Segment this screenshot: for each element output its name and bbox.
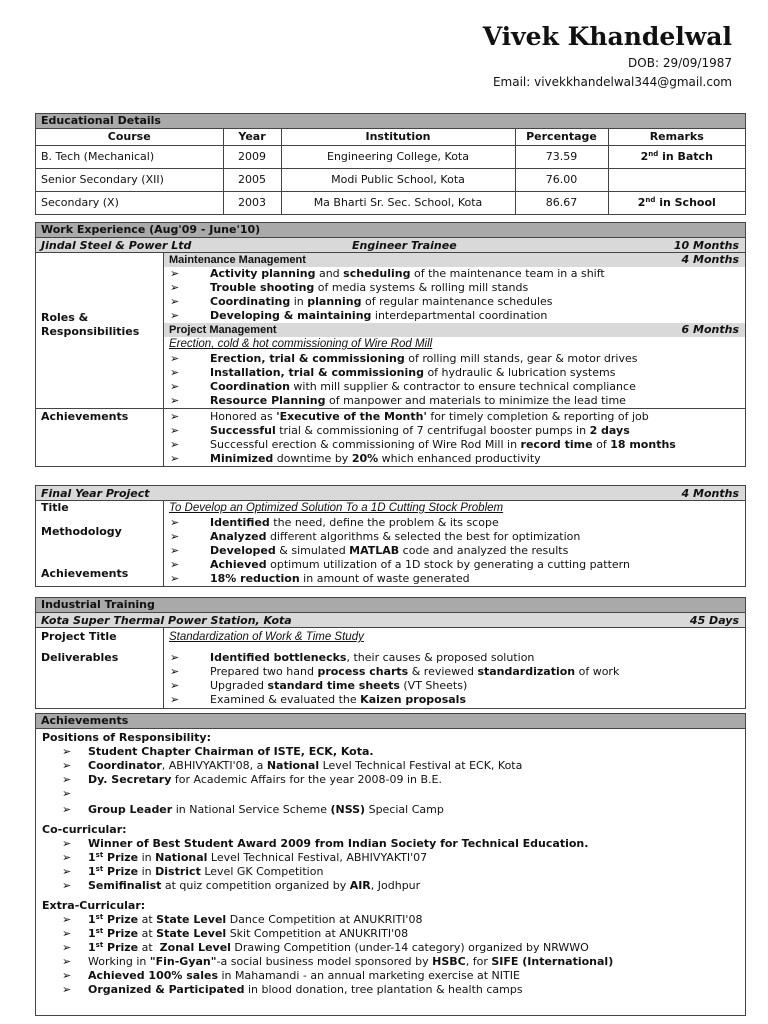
institution-cell: Ma Bharti Sr. Sec. School, Kota [281,191,515,214]
arrow-icon: ➢ [170,281,180,294]
roles-label [36,253,164,408]
course-cell: Secondary (X) [36,191,223,214]
subsection-title: Project Management [169,324,277,336]
arrow-icon: ➢ [170,693,180,706]
project-title-label: Project Title [41,630,117,643]
arrow-icon: ➢ [170,558,180,571]
job-duration: 10 Months [673,239,739,252]
list-item: ➢ 1st Prize at State Level Skit Competition at ANUKRITI'08 [42,927,745,941]
project-bar [164,323,745,337]
section-title: Educational Details [36,114,745,129]
arrow-icon: ➢ [170,665,180,678]
arrow-icon: ➢ [170,544,180,557]
project-content [164,501,745,586]
remarks-cell [608,145,745,168]
arrow-icon: ➢ [170,516,180,529]
list-item: ➢ Group Leader in National Service Scheme (NSS) Special Camp [42,803,745,817]
list-item: ➢ Developed & simulated MATLAB code and analyzed the results [164,544,745,558]
roles-label-line: Roles & [41,311,89,324]
subsection-duration: 6 Months [681,323,739,336]
resume-header [483,20,732,92]
job-role: Engineer Trainee [352,239,457,252]
list-item: ➢ Upgraded standard time sheets (VT Sheets) [164,679,745,693]
list-item: ➢ Semifinalist at quiz competition organized by AIR, Jodhpur [42,879,745,893]
list-item: ➢ Successful erection & commissioning of Wire Rod Mill in record time of 18 months [164,438,745,452]
roles-content [164,253,745,408]
industrial-training-section [35,597,746,709]
percentage-cell: 86.67 [515,191,608,214]
category-title: Co-curricular: [42,823,127,836]
section-title: Achievements [36,714,745,729]
column-header: Year [223,129,281,145]
year-cell: 2003 [223,191,281,214]
list-item: ➢ Achieved 100% sales in Mahamandi - an annual marketing exercise at NITIE [42,969,745,983]
candidate-name: Vivek Khandelwal [482,22,732,51]
list-item: ➢ Identified bottlenecks, their causes & proposed solution [164,651,745,665]
training-project-title: Standardization of Work & Time Study [169,631,364,643]
project-header-row [36,486,745,501]
list-item: ➢ 1st Prize in District Level GK Competition [42,865,745,879]
achievements-label: Achievements [41,567,129,580]
project-title: To Develop an Optimized Solution To a 1D Cutting Stock Problem [169,502,504,514]
list-item: ➢ Student Chapter Chairman of ISTE, ECK, Kota. [42,745,745,759]
percentage-cell: 76.00 [515,168,608,191]
list-item [42,787,745,801]
arrow-icon: ➢ [62,759,72,772]
remark-number: 2 [640,150,649,163]
project-duration: 4 Months [681,487,739,500]
list-item: ➢ Honored as 'Executive of the Month' for timely completion & reporting of job [164,410,745,424]
list-item: ➢ Installation, trial & commissioning of hydraulic & lubrication systems [164,366,745,380]
arrow-icon: ➢ [170,366,180,379]
arrow-icon: ➢ [170,530,180,543]
training-place-row [36,613,745,628]
arrow-icon: ➢ [170,352,180,365]
list-item: ➢ Analyzed different algorithms & selected the best for optimization [164,530,745,544]
list-item: ➢ Activity planning and scheduling of the maintenance team in a shift [164,267,745,281]
table-row [36,168,745,191]
category-title: Positions of Responsibility: [42,731,211,744]
email-address: Email: vivekkhandelwal344@gmail.com [492,75,732,89]
table-header-row [36,129,745,145]
training-place: Kota Super Thermal Power Station, Kota [41,614,292,627]
arrow-icon: ➢ [170,410,180,423]
list-item: ➢ Coordinator, ABHIVYAKTI'08, a National Level Technical Festival at ECK, Kota [42,759,745,773]
arrow-icon: ➢ [170,295,180,308]
arrow-icon: ➢ [170,651,180,664]
arrow-icon: ➢ [62,969,72,982]
list-item: ➢ Erection, trial & commissioning of rolling mill stands, gear & motor drives [164,352,745,366]
arrow-icon: ➢ [62,745,72,758]
education-table [36,129,745,214]
section-title: Work Experience (Aug'09 - June'10) [36,223,745,238]
remark-text: in School [655,196,716,210]
title-label: Title [41,501,69,514]
remark-text: in Batch [658,150,713,163]
arrow-icon: ➢ [170,452,180,465]
work-achievements-row [36,409,745,466]
training-body [36,628,745,708]
list-item: ➢ Minimized downtime by 20% which enhanced productivity [164,452,745,466]
institution-cell: Engineering College, Kota [281,145,515,168]
table-row [36,191,745,214]
percentage-cell: 73.59 [515,145,608,168]
column-header: Remarks [608,129,745,145]
list-item: ➢ 1st Prize at Zonal Level Drawing Competition (under-14 category) organized by NRWWO [42,941,745,955]
arrow-icon: ➢ [62,983,72,996]
list-item: ➢ Prepared two hand process charts & reviewed standardization of work [164,665,745,679]
list-item: ➢ Organized & Participated in blood donation, tree plantation & health camps [42,983,745,997]
list-item: ➢ Successful trial & commissioning of 7 centrifugal booster pumps in 2 days [164,424,745,438]
achievements-section [35,713,746,1016]
institution-cell: Modi Public School, Kota [281,168,515,191]
arrow-icon: ➢ [62,851,72,864]
section-title: Final Year Project [41,487,150,500]
list-item: ➢ Winner of Best Student Award 2009 from Indian Society for Technical Education. [42,837,745,851]
roles-row [36,253,745,409]
list-item: ➢ 1st Prize in National Level Technical Festival, ABHIVYAKTI'07 [42,851,745,865]
arrow-icon: ➢ [62,927,72,940]
company-name: Jindal Steel & Power Ltd [41,239,192,252]
arrow-icon: ➢ [170,572,180,585]
list-item: ➢ Achieved optimum utilization of a 1D stock by generating a cutting pattern [164,558,745,572]
date-of-birth: DOB: 29/09/1987 [628,56,732,70]
training-duration: 45 Days [689,614,739,627]
arrow-icon: ➢ [170,309,180,322]
list-item: ➢ Resource Planning of manpower and materials to minimize the lead time [164,394,745,408]
list-item: ➢ Trouble shooting of media systems & rolling mill stands [164,281,745,295]
education-section [35,113,746,215]
list-item: ➢ Identified the need, define the problem & its scope [164,516,745,530]
methodology-label: Methodology [41,525,122,538]
arrow-icon: ➢ [62,837,72,850]
maintenance-bar [164,253,745,267]
column-header: Course [36,129,223,145]
year-cell: 2005 [223,168,281,191]
achievements-label: Achievements [36,409,164,466]
table-row [36,145,745,168]
arrow-icon: ➢ [62,955,72,968]
arrow-icon: ➢ [62,773,72,786]
list-item: ➢ 1st Prize at State Level Dance Competition at ANUKRITI'08 [42,913,745,927]
final-year-project-section [35,485,746,587]
course-cell: B. Tech (Mechanical) [36,145,223,168]
list-item: ➢ Coordinating in planning of regular maintenance schedules [164,295,745,309]
list-item: ➢ 18% reduction in amount of waste generated [164,572,745,586]
deliverables-label: Deliverables [41,651,119,664]
category-title: Extra-Curricular: [42,899,146,912]
arrow-icon: ➢ [62,787,72,800]
project-labels [36,501,164,586]
project-body [36,501,745,586]
training-content [164,628,745,708]
company-row [36,238,745,253]
arrow-icon: ➢ [170,394,180,407]
subsection-title: Maintenance Management [169,254,306,266]
section-title: Industrial Training [36,598,745,613]
list-item: ➢ Working in "Fin-Gyan"-a social business model sponsored by HSBC, for SIFE (International) [42,955,745,969]
roles-label-line: Responsibilities [41,325,140,338]
arrow-icon: ➢ [62,941,72,954]
list-item: ➢ Developing & maintaining interdepartmental coordination [164,309,745,323]
remarks-cell [608,191,745,214]
column-header: Percentage [515,129,608,145]
arrow-icon: ➢ [170,679,180,692]
arrow-icon: ➢ [62,865,72,878]
remarks-cell [608,168,745,191]
arrow-icon: ➢ [62,913,72,926]
column-header: Institution [281,129,515,145]
remark-ordinal: nd [645,196,656,205]
achievements-body [36,729,745,1001]
arrow-icon: ➢ [170,267,180,280]
list-item: ➢ Examined & evaluated the Kaizen proposals [164,693,745,707]
year-cell: 2009 [223,145,281,168]
subsection-duration: 4 Months [681,253,739,266]
arrow-icon: ➢ [62,803,72,816]
list-item: ➢ Coordination with mill supplier & contractor to ensure technical compliance [164,380,745,394]
training-labels [36,628,164,708]
remark-number: 2 [637,196,646,210]
work-experience-section [35,222,746,467]
list-item: ➢ Dy. Secretary for Academic Affairs for the year 2008-09 in B.E. [42,773,745,787]
project-subtitle: Erection, cold & hot commissioning of Wire Rod Mill [169,338,433,350]
arrow-icon: ➢ [170,438,180,451]
arrow-icon: ➢ [170,380,180,393]
remark-ordinal: nd [648,150,659,158]
arrow-icon: ➢ [62,879,72,892]
achievements-content [164,409,745,466]
course-cell: Senior Secondary (XII) [36,168,223,191]
arrow-icon: ➢ [170,424,180,437]
